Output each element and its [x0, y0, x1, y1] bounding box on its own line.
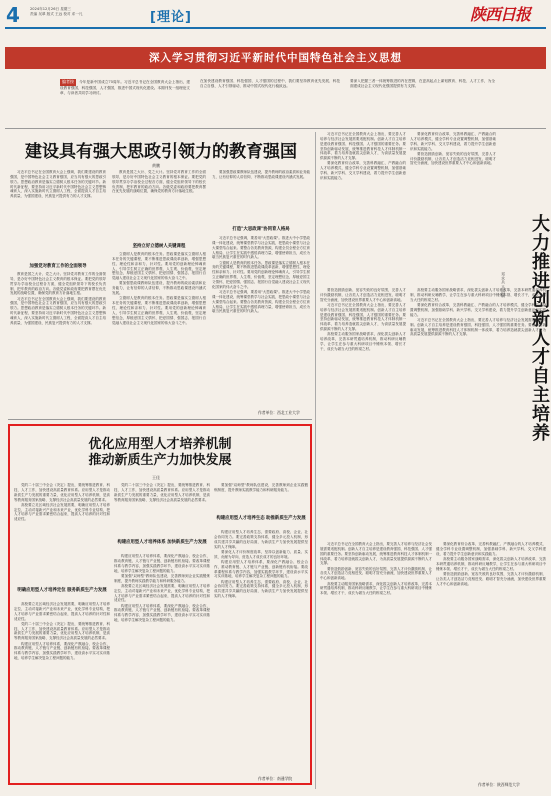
date-line: 2024年12月26日 星期三 责编 吴翠 版式 王远 校对 邓一凡 — [30, 7, 83, 16]
series-banner: 深入学习贯彻习近平新时代中国特色社会主义思想 — [5, 47, 546, 69]
intro-col-3: 要深入把握三者一体统筹推进的内在逻辑，在更高起点上谋划教育、科技、人才工作，为全面建成社会主义现代化强国提供有力支撑。 — [350, 79, 495, 88]
article3-col2: 要深化教育综合改革，完善科教融汇、产教融合的人才培养模式，健全学科专业设置调整机制，加强基础学科、新兴学科、交叉学科建设，着力提升学生创新意识和实践能力。 要营造鼓励创新、宽容失败的良好氛围，完善人才评价激励机制，让各类人才创造活力竞相迸发、聪明才智充分涌流，加快建设世界重要人才中心和创新高地。 — [410, 132, 496, 166]
article2-title: 优化应用型人才培养机制 推动新质生产力加快发展 — [88, 437, 232, 468]
article1-col1: 习近平总书记在全国教育大会上强调，我们要建设的教育强国，是中国特色社会主义教育强国，应当具有强大的思政引领力。思想政治教育是落实立德树人根本任务的关键环节。新时代新征程，要坚持用习近平新时代中国特色社会主义思想铸魂育人，深入实施新时代立德树人工程，全面提高人才自主培养质量，为强国建设、民族复兴提供有力的人才支撑。 — [10, 170, 106, 199]
article2-col3: 构建应用型人才培养生态，需要政府、高校、企业、社会协同发力。要完善政策支持体系，健全多元投入机制，形成共建共享共赢的良好局面，为新质生产力加快发展提供坚实的人才保障。 要深化人才评价制度改革，坚持以创新能力、质量、实效、贡献为导向，营造人才成长成才的良好环境。 构建应用型人才培养体系，要深化产教融合、校企合作，推动教育链、人才链与产业链、创新链有机衔接。要改革课程体系与教学内容，加强实践教学环节，建设高水平实习实训基地，培养学生解决复杂工程问题的能力。 构建应用型人才培养生态，需要政府、高校、企业、社会协同发力。要完善政策支持体系，健全多元投入机制，形成共建共享共赢的良好局面，为新质生产力加快发展提供坚实的人才保障。 — [214, 530, 308, 599]
article1-col3: 习近平总书记强调，要善用"大思政课"。推进大中小学思政课一体化建设，统筹课堂教学与社会实践，把思政小课堂与社会大课堂结合起来。要整合各类教育资源，构建全员全程全方位育人格局，让学生在实践中感悟真理力量，增强使命担当，成长为堪当民族复兴重任的时代新人。 立德树人是教育的根本任务。思政课是落实立德树人根本任务的关键课程，要不断推进思政课改革创新，增强思想性、理论性和亲和力、针对性。要用党的创新理论铸魂育人，引导学生树立正确的世界观、人生观、价值观，坚定理想信念，厚植爱国主义情怀，把爱国情、强国志、报国行自觉融入建设社会主义现代化国家的伟大奋斗之中。 习近平总书记强调，要善用"大思政课"。推进大中小学思政课一体化建设，统筹课堂教学与社会实践，把思政小课堂与社会大课堂结合起来。要整合各类教育资源，构建全员全程全方位育人格局，让学生在实践中感悟真理力量，增强使命担当，成长为堪当民族复兴重任的时代新人。 — [212, 236, 310, 314]
article2-subhead-1: 明确应用型人才培养定位 服务新质生产力发展 — [17, 588, 107, 593]
intro-col-1: 编者按 今年是新中国成立75周年。习近平总书记在全国教育大会上指出，建设教育强国，科技强国，人才强国，推进中国式现代化建设。本期刊发一组理论文章，与读者共同学习研讨。 — [60, 79, 190, 95]
article1-col2: 立德树人是教育的根本任务。思政课是落实立德树人根本任务的关键课程，要不断推进思政课改革创新，增强思想性、理论性和亲和力、针对性。要用党的创新理论铸魂育人，引导学生树立正确的世界观、人生观、价值观，坚定理想信念，厚植爱国主义情怀，把爱国情、强国志、报国行自觉融入建设社会主义现代化国家的伟大奋斗之中。 要加强思政课教师队伍建设，提升教师的政治素质和业务能力，让有信仰的人讲信仰，不断推动思政课建设内涵式发展。 立德树人是教育的根本任务。思政课是落实立德树人根本任务的关键课程，要不断推进思政课改革创新，增强思想性、理论性和亲和力、针对性。要用党的创新理论铸魂育人，引导学生树立正确的世界观、人生观、价值观，坚定理想信念，厚植爱国主义情怀，把爱国情、强国志、报国行自觉融入建设社会主义现代化国家的伟大奋斗之中。 — [112, 252, 206, 325]
article3-author: 邓永兵 马冠颖 — [501, 272, 506, 298]
article2-col1b: 高校要立足区域经济社会发展需要，明确应用型人才培养定位，主动对接新兴产业和未来产业，优化学科专业结构，把人才培养与产业需求紧密结合起来，提高人才培养的针对性和适应性。 党的二十届三中全会《决定》提出，要统筹推进教育、科技、人才工作，加快建设高质量教育体系。应用型人才是推动新质生产力发展的重要力量，优化应用型人才培养机制，是高等教育服务国家战略、支撑经济社会高质量发展的必然要求。 构建应用型人才培养体系，要深化产教融合、校企合作，推动教育链、人才链与产业链、创新链有机衔接。要改革课程体系与教学内容，加强实践教学环节，建设高水平实习实训基地，培养学生解决复杂工程问题的能力。 — [14, 602, 110, 661]
paper-logo: 陕西日报 — [470, 5, 531, 24]
article1-title: 建设具有强大思政引领力的教育强国 — [25, 142, 297, 162]
article1-subhead-2: 坚持立好立德树人关键课程 — [132, 244, 186, 249]
article1-col3a: 要加强思政课教师队伍建设，提升教师的政治素质和业务能力，让有信仰的人讲信仰，不断推动思政课建设内涵式发展。 — [212, 170, 310, 179]
article2-byline: 作者单位：南通学院 — [258, 776, 293, 781]
article3-col5: 习近平总书记在全国教育大会上指出，要完善人才培养与经济社会发展需要适配机制。创新人才自主培养是建设教育强国、科技强国、人才强国的重要任务。要坚持创新驱动发展，统筹推进教育科技人才体制机制一体改革，着力培养造就拔尖创新人才，为高质量发展提供源源不断的人才支撑。 要营造鼓励创新、宽容失败的良好氛围，完善人才评价激励机制，让各类人才创造活力竞相迸发、聪明才智充分涌流，加快建设世界重要人才中心和创新高地。 高校要主动服务国家战略需求，深化拔尖创新人才培养改革，完善本研贯通培养机制，推动科研反哺教学，让学生在参与重大科研项目中锤炼本领、增长才干，成长为堪当大任的栋梁之材。 — [320, 542, 432, 596]
section-tag: [理论] — [150, 10, 192, 25]
article3-col1: 习近平总书记在全国教育大会上指出，要完善人才培养与经济社会发展需要适配机制。创新人才自主培养是建设教育强国、科技强国、人才强国的重要任务。要坚持创新驱动发展，统筹推进教育科技人才体制机制一体改革，着力培养造就拔尖创新人才，为高质量发展提供源源不断的人才支撑。 要深化教育综合改革，完善科教融汇、产教融合的人才培养模式，健全学科专业设置调整机制，加强基础学科、新兴学科、交叉学科建设，着力提升学生创新意识和实践能力。 — [320, 132, 406, 180]
article1-bottom-rule — [8, 419, 312, 420]
column-divider — [315, 132, 316, 789]
article1-author: 黄鹏 — [152, 163, 160, 168]
article3-byline: 作者单位：陕西师范大学 — [478, 782, 520, 787]
masthead — [0, 0, 551, 38]
intro-col-2: 在加快建设教育强国、科技强国、人才强国的过程中，我们要坚持教育优先发展、科技自立自强、人才引领驱动，推动中国式现代化行稳致远。 — [200, 79, 340, 88]
article3-col4: 高校要主动服务国家战略需求，深化拔尖创新人才培养改革，完善本研贯通培养机制，推动科研反哺教学，让学生在参与重大科研项目中锤炼本领、增长才干，成长为堪当大任的栋梁之材。 要深化教育综合改革，完善科教融汇、产教融合的人才培养模式，健全学科专业设置调整机制，加强基础学科、新兴学科、交叉学科建设，着力提升学生创新意识和实践能力。 习近平总书记在全国教育大会上指出，要完善人才培养与经济社会发展需要适配机制。创新人才自主培养是建设教育强国、科技强国、人才强国的重要任务。要坚持创新驱动发展，统筹推进教育科技人才体制机制一体改革，着力培养造就拔尖创新人才，为高质量发展提供源源不断的人才支撑。 — [410, 288, 546, 337]
article3-col3: 要营造鼓励创新、宽容失败的良好氛围，完善人才评价激励机制，让各类人才创造活力竞相迸发、聪明才智充分涌流，加快建设世界重要人才中心和创新高地。 习近平总书记在全国教育大会上指出，要完善人才培养与经济社会发展需要适配机制。创新人才自主培养是建设教育强国、科技强国、人才强国的重要任务。要坚持创新驱动发展，统筹推进教育科技人才体制机制一体改革，着力培养造就拔尖创新人才，为高质量发展提供源源不断的人才支撑。 高校要主动服务国家战略需求，深化拔尖创新人才培养改革，完善本研贯通培养机制，推动科研反哺教学，让学生在参与重大科研项目中锤炼本领、增长才干，成长为堪当大任的栋梁之材。 — [320, 288, 406, 351]
article2-subhead-2: 构建应用型人才培养体系 加快新质生产力发展 — [117, 540, 207, 545]
article3-col6: 要深化教育综合改革，完善科教融汇、产教融合的人才培养模式，健全学科专业设置调整机制，加强基础学科、新兴学科、交叉学科建设，着力提升学生创新意识和实践能力。 高校要主动服务国家战略需求，深化拔尖创新人才培养改革，完善本研贯通培养机制，推动科研反哺教学，让学生在参与重大科研项目中锤炼本领、增长才干，成长为堪当大任的栋梁之材。 要营造鼓励创新、宽容失败的良好氛围，完善人才评价激励机制，让各类人才创造活力竞相迸发、聪明才智充分涌流，加快建设世界重要人才中心和创新高地。 — [436, 542, 546, 586]
article2-col2a: 党的二十届三中全会《决定》提出，要统筹推进教育、科技、人才工作，加快建设高质量教育体系。应用型人才是推动新质生产力发展的重要力量，优化应用型人才培养机制，是高等教育服务国家战略、支撑经济社会高质量发展的必然要求。 — [114, 483, 210, 502]
article2-author: 王佳 — [152, 475, 160, 480]
editor-note-tag: 编者按 — [62, 79, 74, 84]
page-number: 4 — [6, 3, 20, 27]
masthead-rule — [5, 27, 546, 29]
article2-col3a: 要加强"双师型"教师队伍建设，完善教师到企业实践锻炼制度，提升教师实践教学能力和科研服务能力。 — [214, 483, 308, 492]
intro-divider — [5, 128, 546, 129]
article1-subhead-1: 加强党对教育工作的全面领导 — [29, 264, 87, 269]
article2-subhead-3: 构建应用型人才培养生态 助推新质生产力发展 — [216, 516, 306, 521]
article2-col2: 构建应用型人才培养体系，要深化产教融合、校企合作，推动教育链、人才链与产业链、创新链有机衔接。要改革课程体系与教学内容，加强实践教学环节，建设高水平实习实训基地，培养学生解决复杂工程问题的能力。 要加强"双师型"教师队伍建设，完善教师到企业实践锻炼制度，提升教师实践教学能力和科研服务能力。 高校要立足区域经济社会发展需要，明确应用型人才培养定位，主动对接新兴产业和未来产业，优化学科专业结构，把人才培养与产业需求紧密结合起来，提高人才培养的针对性和适应性。 构建应用型人才培养体系，要深化产教融合、校企合作，推动教育链、人才链与产业链、创新链有机衔接。要改革课程体系与教学内容，加强实践教学环节，建设高水平实习实训基地，培养学生解决复杂工程问题的能力。 — [114, 554, 210, 623]
article1-byline: 作者单位：西北工业大学 — [258, 410, 300, 415]
article1-col1b: 教育是国之大计、党之大计。坚持党对教育工作的全面领导，是办好中国特色社会主义教育的根本保证。要把党的领导贯穿办学治校全过程各方面，健全党组织领导下的校长负责制，把牢教育的政治方向。各级党委和政府要把教育摆在优先发展的战略位置，确保党的教育方针落地生根。 习近平总书记在全国教育大会上强调，我们要建设的教育强国，是中国特色社会主义教育强国，应当具有强大的思政引领力。思想政治教育是落实立德树人根本任务的关键环节。新时代新征程，要坚持用习近平新时代中国特色社会主义思想铸魂育人，深入实施新时代立德树人工程，全面提高人才自主培养质量，为强国建设、民族复兴提供有力的人才支撑。 — [10, 272, 106, 325]
article2-col1: 党的二十届三中全会《决定》提出，要统筹推进教育、科技、人才工作，加快建设高质量教育体系。应用型人才是推动新质生产力发展的重要力量，优化应用型人才培养机制，是高等教育服务国家战略、支撑经济社会高质量发展的必然要求。 高校要立足区域经济社会发展需要，明确应用型人才培养定位，主动对接新兴产业和未来产业，优化学科专业结构，把人才培养与产业需求紧密结合起来，提高人才培养的针对性和适应性。 — [14, 483, 110, 522]
article3-title: 大力推进创新人才自主培养 — [529, 214, 550, 442]
article1-col2a: 教育是国之大计、党之大计。坚持党对教育工作的全面领导，是办好中国特色社会主义教育的根本保证。要把党的领导贯穿办学治校全过程各方面，健全党组织领导下的校长负责制，把牢教育的政治方向。各级党委和政府要把教育摆在优先发展的战略位置，确保党的教育方针落地生根。 — [112, 170, 206, 194]
article1-subhead-3: 打造"大思政课"协同育人格局 — [232, 227, 290, 232]
